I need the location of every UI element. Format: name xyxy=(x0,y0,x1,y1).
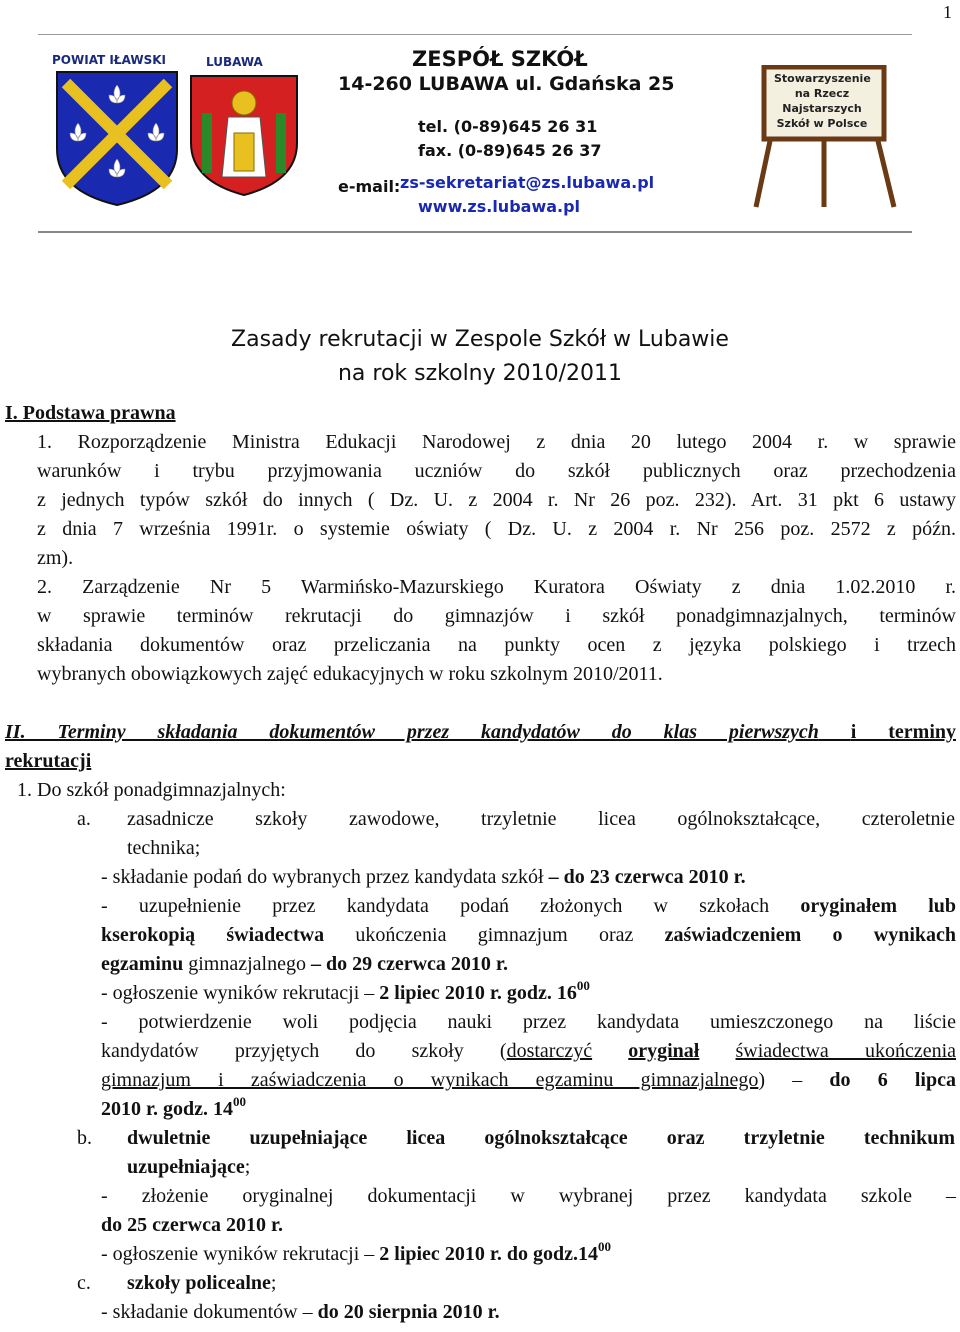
school-email-link[interactable]: zs-sekretariat@zs.lubawa.pl xyxy=(400,173,655,192)
item-a-deadline-3: - ogłoszenie wyników rekrutacji – 2 lipiec 2010 r. godz. $16^{00}$ xyxy=(101,978,590,1004)
item-a-deadline-4-line3: gimnazjum i zaświadczenia o wynikach egzaminu gimnazjalnego) – do 6 lipca xyxy=(101,1069,956,1091)
association-sign xyxy=(734,65,910,214)
item-a-deadline-4-line4: 2010 r. godz. $14^{00}$ xyxy=(101,1094,247,1120)
association-line: Stowarzyszenie xyxy=(774,72,871,85)
document-subtitle: na rok szkolny 2010/2011 xyxy=(337,361,623,386)
document-title: Zasady rekrutacji w Zespole Szkół w Lubawie xyxy=(231,327,729,352)
legal-basis-item-1-line: 1. Rozporządzenie Ministra Edukacji Narodowej z dnia 20 lutego 2004 r. w sprawie xyxy=(37,431,956,453)
item-b-deadline-2: - ogłoszenie wyników rekrutacji – 2 lipiec 2010 r. do $godz.14^{00}$ xyxy=(101,1239,611,1265)
item-c-deadline-1: - składanie dokumentów – do 20 sierpnia 2010 r. xyxy=(101,1301,500,1323)
item-b-deadline-1-line2: do 25 czerwca 2010 r. xyxy=(101,1214,283,1236)
school-phone: tel. (0-89)645 26 31 xyxy=(418,117,598,136)
document-body xyxy=(5,399,956,1327)
school-name: ZESPÓŁ SZKÓŁ xyxy=(412,47,588,71)
subsection-1: 1. Do szkół ponadgimnazjalnych: xyxy=(17,779,286,801)
item-a-deadline-2-line2: kserokopią świadectwa ukończenia gimnazjum oraz zaświadczeniem o wynikach xyxy=(101,924,957,946)
association-line: na Rzecz xyxy=(794,87,850,100)
legal-basis-item-1-line: warunków i trybu przyjmowania uczniów do szkół publicznych oraz przechodzenia xyxy=(37,460,956,482)
item-a: a. zasadnicze szkoły zawodowe, trzyletnie licea ogólnokształcące, czteroletnie xyxy=(77,808,955,830)
item-b: b. dwuletnie uzupełniające licea ogólnokształcące oraz trzyletnie technikum xyxy=(77,1127,955,1149)
section2-heading-line2: rekrutacji xyxy=(5,750,92,772)
page-number: 1 xyxy=(943,2,952,22)
item-a-deadline-2: - uzupełnienie przez kandydata podań złożonych w szkołach oryginałem lub xyxy=(101,895,957,917)
item-a-deadline-2-line3: egzaminu gimnazjalnego – do 29 czerwca 2010 r. xyxy=(101,953,508,975)
email-label: e-mail: xyxy=(338,177,401,196)
section2-heading: II. Terminy składania dokumentów przez kandydatów do klas pierwszych i terminy xyxy=(5,721,956,743)
legal-basis-item-2-line: składania dokumentów oraz przeliczania na punkty ocen z języka polskiego i trzech xyxy=(37,634,956,656)
section1-heading: I. Podstawa prawna xyxy=(5,402,176,424)
item-a-line2: technika; xyxy=(127,837,201,859)
school-address: 14-260 LUBAWA ul. Gdańska 25 xyxy=(338,73,675,95)
item-a-deadline-1: - składanie podań do wybranych przez kandydata szkół – do 23 czerwca 2010 r. xyxy=(101,866,746,888)
legal-basis-item-1-line: z jednych typów szkół do innych ( Dz. U. z 2004 r. Nr 26 poz. 232). Art. 31 pkt 6 ustawy xyxy=(37,489,956,511)
legal-basis-item-2-line: wybranych obowiązkowych zajęć edukacyjnych w roku szkolnym 2010/2011. xyxy=(37,663,663,685)
association-text xyxy=(774,71,870,131)
item-b-deadline-1: - złożenie oryginalnej dokumentacji w wybranej przez kandydata szkole – xyxy=(101,1185,956,1207)
lubawa-label: LUBAWA xyxy=(206,55,263,69)
legal-basis-item-2-line: 2. Zarządzenie Nr 5 Warmińsko-Mazurskiego Kuratora Oświaty z dnia 1.02.2010 r. xyxy=(37,576,956,598)
item-a-deadline-4-line2: kandydatów przyjętych do szkoły (dostarczyć oryginał świadectwa ukończenia xyxy=(101,1040,957,1062)
powiat-label: POWIAT IŁAWSKI xyxy=(52,53,166,67)
item-b-line2: uzupełniające; xyxy=(127,1156,251,1178)
lubawa-coat-of-arms-icon xyxy=(188,73,300,197)
school-fax: fax. (0-89)645 26 37 xyxy=(418,141,602,160)
legal-basis-item-1-line: z dnia 7 września 1991r. o systemie oświaty ( Dz. U. z 2004 r. Nr 256 poz. 2572 z późn. xyxy=(37,518,956,540)
association-line: Najstarszych xyxy=(782,102,862,115)
legal-basis-item-2-line: w sprawie terminów rekrutacji do gimnazjów i szkół ponadgimnazjalnych, terminów xyxy=(37,605,956,627)
school-website-link[interactable]: www.zs.lubawa.pl xyxy=(418,197,581,216)
legal-basis-item-1-line: zm). xyxy=(37,547,74,569)
powiat-coat-of-arms-icon xyxy=(54,69,180,207)
item-a-deadline-4: - potwierdzenie woli podjęcia nauki przez kandydata umieszczonego na liście xyxy=(101,1011,956,1033)
letterhead xyxy=(38,34,912,233)
item-c: c. szkoły policealne; xyxy=(77,1272,277,1294)
association-line: Szkół w Polsce xyxy=(776,117,868,130)
